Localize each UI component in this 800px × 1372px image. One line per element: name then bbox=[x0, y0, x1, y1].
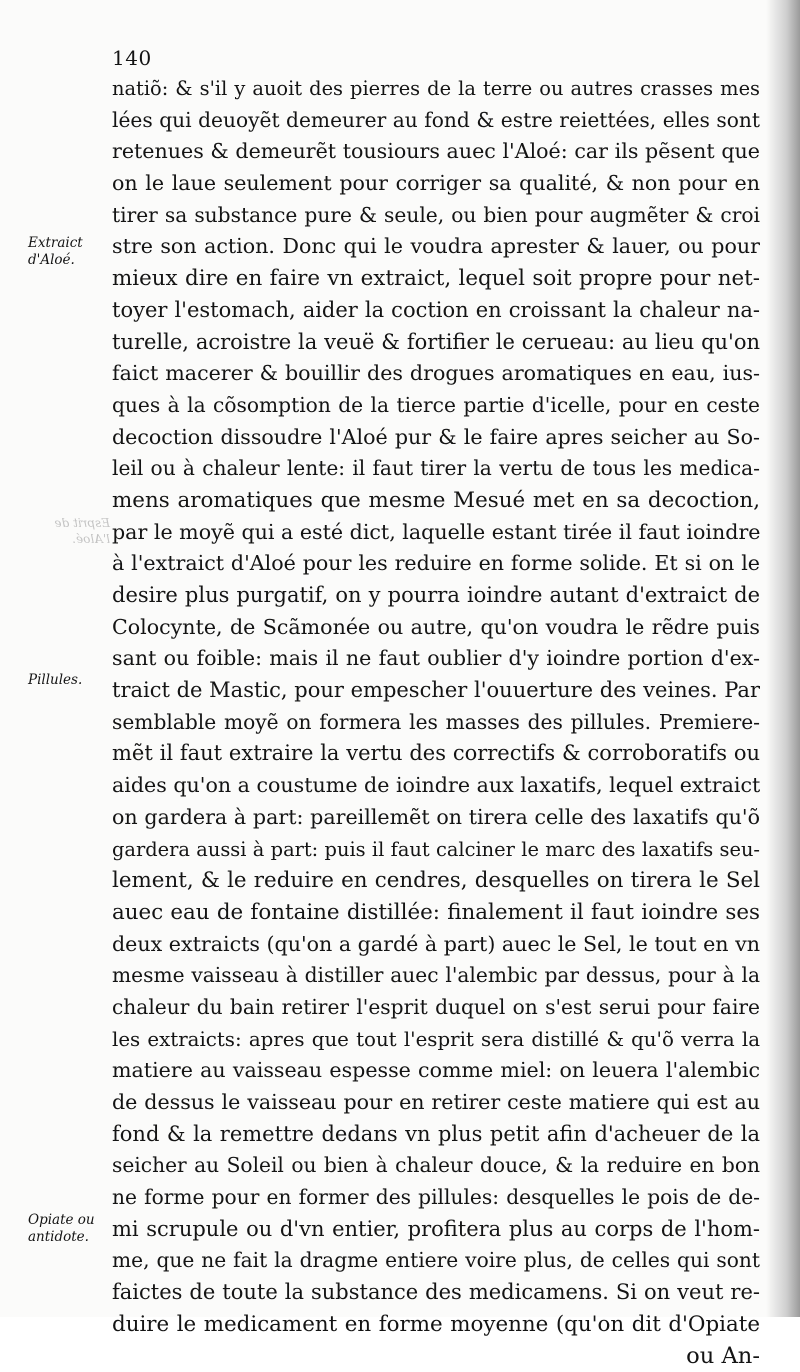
text-line: traict de Mastic, pour empescher l'ouuerture des veines. Par bbox=[112, 675, 760, 707]
text-line: chaleur du bain retirer l'esprit duquel on s'est serui pour faire bbox=[112, 992, 760, 1024]
text-line: retenues & demeurẽt tousiours auec l'Aloé: car ils pẽsent que bbox=[112, 136, 760, 168]
text-line: tirer sa substance pure & seule, ou bien pour augmẽter & croi bbox=[112, 200, 760, 232]
margin-note-pillules bbox=[28, 672, 110, 689]
margin-note-extraict-aloe bbox=[28, 235, 110, 269]
text-line: de dessus le vaisseau pour en retirer ceste matiere qui est au bbox=[112, 1087, 760, 1119]
text-line: mens aromatiques que mesme Mesué met en sa decoction, bbox=[112, 485, 760, 517]
text-line: matiere au vaisseau espesse comme miel: on leuera l'alembic bbox=[112, 1055, 760, 1087]
text-line: auec eau de fontaine distillée: finalement il faut ioindre ses bbox=[112, 897, 760, 929]
text-line: seicher au Soleil ou bien à chaleur douce, & la reduire en bon bbox=[112, 1150, 760, 1182]
text-line: par le moyẽ qui a esté dict, laquelle estant tirée il faut ioindre bbox=[112, 517, 760, 549]
text-line: deux extraicts (qu'on a gardé à part) auec le Sel, le tout en vn bbox=[112, 929, 760, 961]
show-through-line: Esprit de bbox=[40, 515, 110, 531]
text-line: natiõ: & s'il y auoit des pierres de la terre ou autres crasses mes bbox=[112, 73, 760, 105]
text-line: ne forme pour en former des pillules: desquelles le pois de de- bbox=[112, 1182, 760, 1214]
body-text bbox=[112, 73, 760, 1372]
binding-shadow bbox=[766, 0, 800, 1317]
text-line: desire plus purgatif, on y pourra ioindre autant d'extraict de bbox=[112, 580, 760, 612]
text-line: à l'extraict d'Aloé pour les reduire en forme solide. Et si on le bbox=[112, 548, 760, 580]
text-line: toyer l'estomach, aider la coction en croissant la chaleur na- bbox=[112, 295, 760, 327]
text-line: sant ou foible: mais il ne faut oublier d'y ioindre portion d'ex- bbox=[112, 643, 760, 675]
text-line: me, que ne fait la dragme entiere voire plus, de celles qui sont bbox=[112, 1245, 760, 1277]
text-line: aides qu'on a coustume de ioindre aux laxatifs, lequel extraict bbox=[112, 770, 760, 802]
show-through-line: l'Aloé. bbox=[40, 531, 110, 547]
show-through-text bbox=[40, 515, 110, 547]
margin-note-line: antidote. bbox=[28, 1229, 110, 1246]
text-line: stre son action. Donc qui le voudra aprester & lauer, ou pour bbox=[112, 231, 760, 263]
page-number: 140 bbox=[112, 46, 152, 70]
text-line: turelle, acroistre la veuë & fortifier le cerueau: au lieu qu'on bbox=[112, 327, 760, 359]
text-line: Colocynte, de Scãmonée ou autre, qu'on voudra le rẽdre puis bbox=[112, 612, 760, 644]
text-line: mẽt il faut extraire la vertu des correctifs & corroboratifs ou bbox=[112, 738, 760, 770]
text-line: on gardera à part: pareillemẽt on tirera celle des laxatifs qu'õ bbox=[112, 802, 760, 834]
text-line: decoction dissoudre l'Aloé pur & le faire apres seicher au So- bbox=[112, 422, 760, 454]
margin-note-line: Pillules. bbox=[28, 672, 110, 689]
margin-note-line: Opiate ou bbox=[28, 1212, 110, 1229]
text-line: mi scrupule ou d'vn entier, profitera plus au corps de l'hom- bbox=[112, 1214, 760, 1246]
text-line: mesme vaisseau à distiller auec l'alembic par dessus, pour à la bbox=[112, 960, 760, 992]
margin-note-opiate bbox=[28, 1212, 110, 1246]
text-line: on le laue seulement pour corriger sa qualité, & non pour en bbox=[112, 168, 760, 200]
text-line: faictes de toute la substance des medicamens. Si on veut re- bbox=[112, 1277, 760, 1309]
text-line: semblable moyẽ on formera les masses des pillules. Premiere- bbox=[112, 707, 760, 739]
text-line: ou An- bbox=[112, 1341, 760, 1372]
text-line: fond & la remettre dedans vn plus petit afin d'acheuer de la bbox=[112, 1119, 760, 1151]
text-line: leil ou à chaleur lente: il faut tirer la vertu de tous les medica- bbox=[112, 453, 760, 485]
text-line: ques à la cõsomption de la tierce partie d'icelle, pour en ceste bbox=[112, 390, 760, 422]
text-line: faict macerer & bouillir des drogues aromatiques en eau, ius- bbox=[112, 358, 760, 390]
text-line: gardera aussi à part: puis il faut calciner le marc des laxatifs seu- bbox=[112, 834, 760, 866]
text-line: mieux dire en faire vn extraict, lequel soit propre pour net- bbox=[112, 263, 760, 295]
text-line: lées qui deuoyẽt demeurer au fond & estre reiettées, elles sont bbox=[112, 105, 760, 137]
margin-note-line: Extraict bbox=[28, 235, 110, 252]
text-line: les extraicts: apres que tout l'esprit sera distillé & qu'õ verra la bbox=[112, 1024, 760, 1056]
margin-note-line: d'Aloé. bbox=[28, 252, 110, 269]
text-line: duire le medicament en forme moyenne (qu'on dit d'Opiate bbox=[112, 1309, 760, 1341]
text-line: lement, & le reduire en cendres, desquelles on tirera le Sel bbox=[112, 865, 760, 897]
